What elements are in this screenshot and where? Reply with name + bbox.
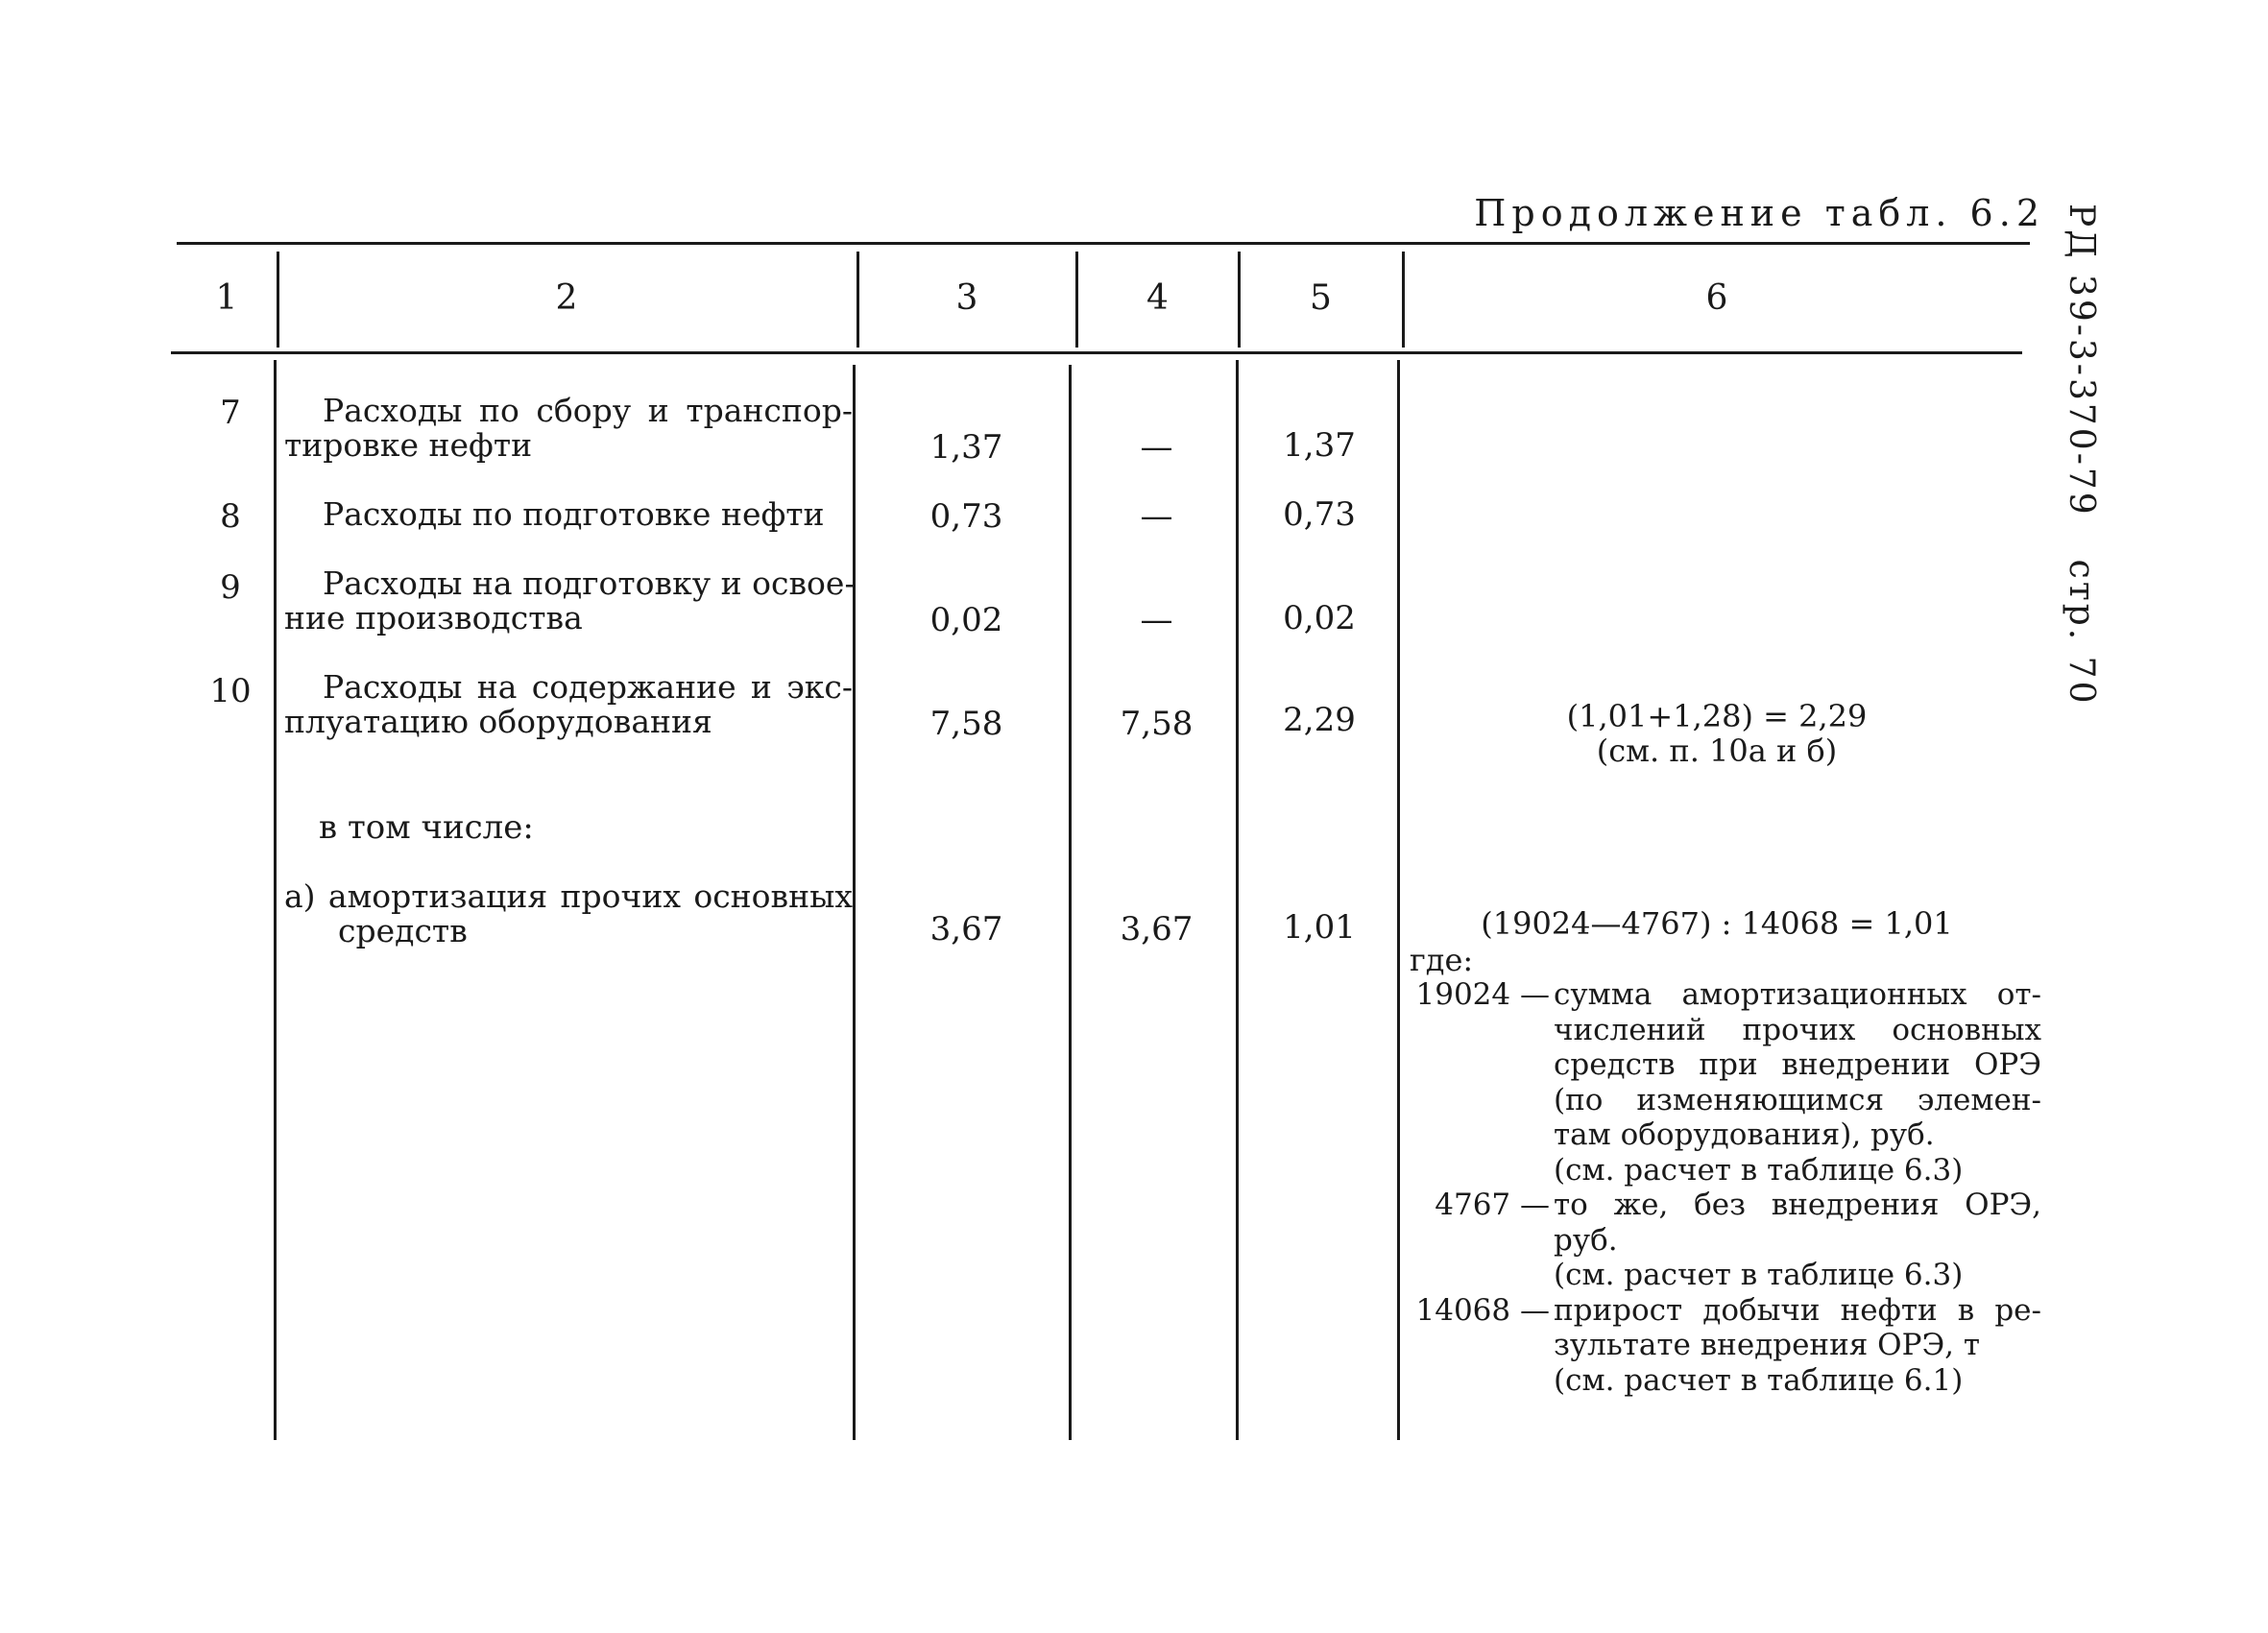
note-reference: (см. расчет в таблице 6.3) [1554,1152,1964,1188]
note-item [1408,1293,2041,1399]
table-caption: Продолжение табл. 6.2 [1474,192,2045,234]
header-col-3: 3 [955,278,978,318]
col4-value: 3,67 [1120,910,1194,949]
header-col-6: 6 [1705,278,1728,318]
row-description [284,564,856,636]
note-line: средств при внедрении ОРЭ [1554,1047,2041,1082]
description-line: ние производства [284,599,583,636]
row-number: 10 [209,672,252,710]
where-label: где: [1410,942,1474,978]
header-col-5: 5 [1310,278,1332,318]
formula-notes [1408,977,2041,1398]
col4-value: — [1140,601,1173,639]
description-line: Расходы на содержание и экс- [323,668,853,706]
table-top-rule [177,242,2030,245]
side-header [2062,204,2101,707]
description-line: Расходы по подготовке нефти [323,495,825,533]
col3-value: 1,37 [929,428,1003,467]
col5-value: 0,02 [1283,599,1356,637]
page-number: стр. 70 [2062,559,2101,707]
row-number: 9 [220,568,241,607]
header-col-4: 4 [1146,278,1169,318]
description-line: Расходы на подготовку и освое- [323,564,856,602]
description-line: средств [338,912,468,949]
description-line: Расходы по сбору и транспор- [323,392,853,429]
note-line: сумма амортизационных от- [1554,977,2041,1012]
amortization-formula: (19024—4767) : 14068 = 1,01 [1481,905,1953,942]
note-key: 4767 — [1435,1188,1550,1222]
col4-value: 7,58 [1120,705,1194,743]
note-item [1408,977,2041,1188]
note-key: 19024 — [1415,977,1550,1012]
column-divider [853,365,856,1440]
note-line: то же, без внедрения ОРЭ, [1554,1188,2041,1222]
document-code: РД 39-3-370-79 [2062,204,2101,517]
note-line: числений прочих основных [1554,1012,2041,1047]
sub-item-description [284,879,853,949]
note-line: прирост добычи нефти в ре- [1554,1292,2041,1328]
col3-value: 7,58 [929,705,1003,743]
note-line: руб. [1554,1222,1618,1258]
header-col-2: 2 [555,278,578,318]
note-key: 14068 — [1415,1292,1550,1328]
description-line: плуатацию оборудования [284,703,712,740]
description-line: тировке нефти [284,426,533,464]
col5-value: 0,73 [1283,495,1356,534]
col5-value: 1,37 [1283,426,1356,465]
col6-calculation [1404,699,2030,768]
column-divider [274,360,277,1440]
col3-value: 3,67 [929,910,1003,949]
row-description [284,670,853,739]
col3-value: 0,02 [929,601,1003,639]
row-number: 7 [220,394,241,432]
calculation-reference: (см. п. 10а и б) [1596,732,1838,769]
note-reference: (см. расчет в таблице 6.3) [1554,1258,1964,1292]
row-description [284,394,853,463]
header-bottom-rule [171,351,2022,354]
col4-value: — [1140,497,1173,536]
note-line: зультате внедрения ОРЭ, т [1554,1328,1981,1362]
calculation-line: (1,01+1,28) = 2,29 [1566,698,1868,734]
including-label: в том числе: [319,808,534,847]
header-col-1: 1 [215,278,238,318]
note-line: (по изменяющимся элемен- [1554,1082,2041,1117]
row-description [284,497,853,532]
note-reference: (см. расчет в таблице 6.1) [1554,1362,1964,1398]
col5-value: 1,01 [1283,908,1356,947]
note-item [1408,1188,2041,1293]
col5-value: 2,29 [1283,701,1356,739]
description-line: а) амортизация прочих основных [284,877,853,915]
col3-value: 0,73 [929,497,1003,536]
col4-value: — [1140,428,1173,467]
row-number: 8 [220,497,241,536]
note-line: там оборудования), руб. [1554,1117,1935,1152]
